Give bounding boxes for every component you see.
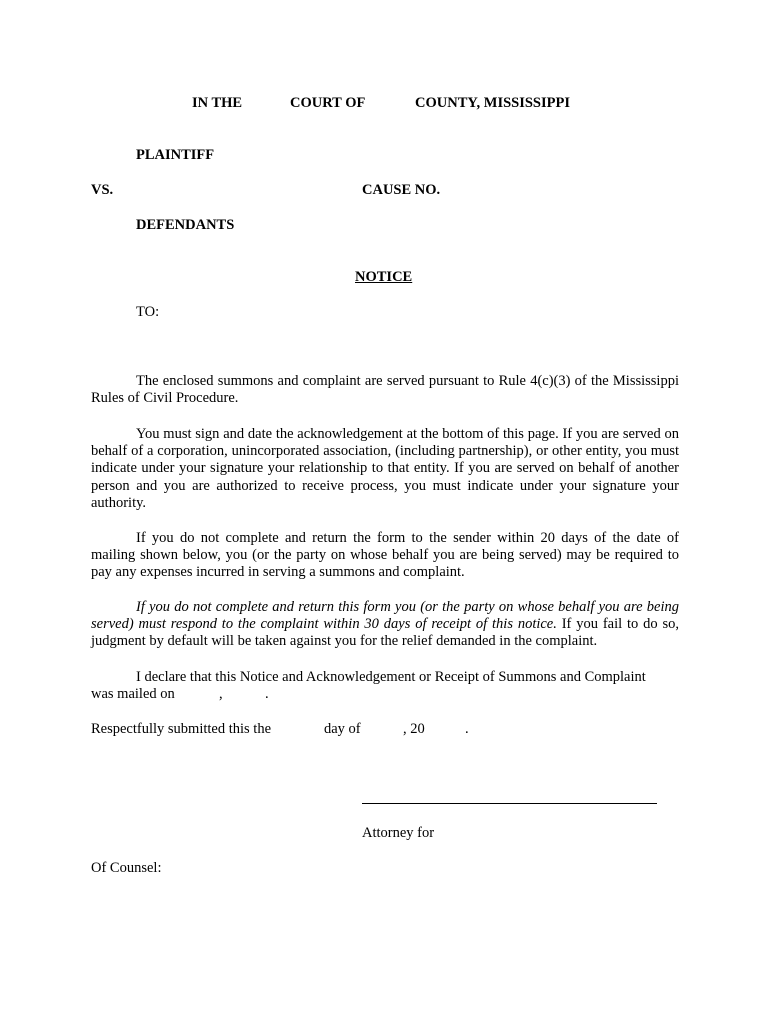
paragraph-rule-reference: The enclosed summons and complaint are served pursuant to Rule 4(c)(3) of the Mississippi Rules of Civil Procedure. (91, 373, 679, 407)
attorney-for-label: Attorney for (362, 825, 435, 841)
heading-in-the: IN THE (192, 95, 243, 111)
heading-county: COUNTY, MISSISSIPPI (415, 95, 570, 111)
day-of-label: day of (324, 721, 361, 737)
respectfully-submitted-label: Respectfully submitted this the (91, 721, 272, 737)
of-counsel-label: Of Counsel: (91, 860, 162, 876)
to-label: TO: (136, 304, 160, 320)
signature-line (362, 803, 657, 804)
defendants-label: DEFENDANTS (136, 217, 235, 233)
paragraph-expenses-warning (91, 530, 679, 582)
paragraph-declaration: I declare that this Notice and Acknowledgement or Receipt of Summons and Complaint (136, 669, 646, 685)
mailed-on-comma: , (219, 686, 223, 702)
paragraph-acknowledgement-instructions: You must sign and date the acknowledgement at the bottom of this page. If you are served on behalf of a corporation, unincorporated association, (including partnership), or other entity, you must indicate under your signature your relationship to that entity. If you are served on behalf of another person and you are authorized to receive process, you must indicate under your signature your authority. (91, 426, 679, 511)
year-label: , 20 (403, 721, 425, 737)
expenses-warning-text: If you do not complete and return the form to the sender within 20 days of the date of mailing shown below, you (or the party on whose behalf you are being served) may be required to pay any expenses incurred in serving a summons and complaint. (91, 530, 679, 581)
mailed-on-period: . (265, 686, 269, 702)
plaintiff-label: PLAINTIFF (136, 147, 215, 163)
cause-number-label: CAUSE NO. (362, 182, 441, 198)
mailed-on-label: was mailed on (91, 686, 175, 702)
submission-period: . (465, 721, 469, 737)
notice-title: NOTICE (355, 269, 413, 285)
default-warning-text: If you fail to do so, judgment by default will be taken against you for the relief demanded in the complaint. (91, 616, 679, 650)
paragraph-default-judgment-warning (91, 599, 679, 651)
versus-label: VS. (91, 182, 114, 198)
default-warning-italic-text: If you do not complete and return this form you (or the party on whose behalf you are being served) must respond to the complaint within 30 days of receipt of this notice. (91, 599, 679, 633)
heading-court-of: COURT OF (290, 95, 366, 111)
